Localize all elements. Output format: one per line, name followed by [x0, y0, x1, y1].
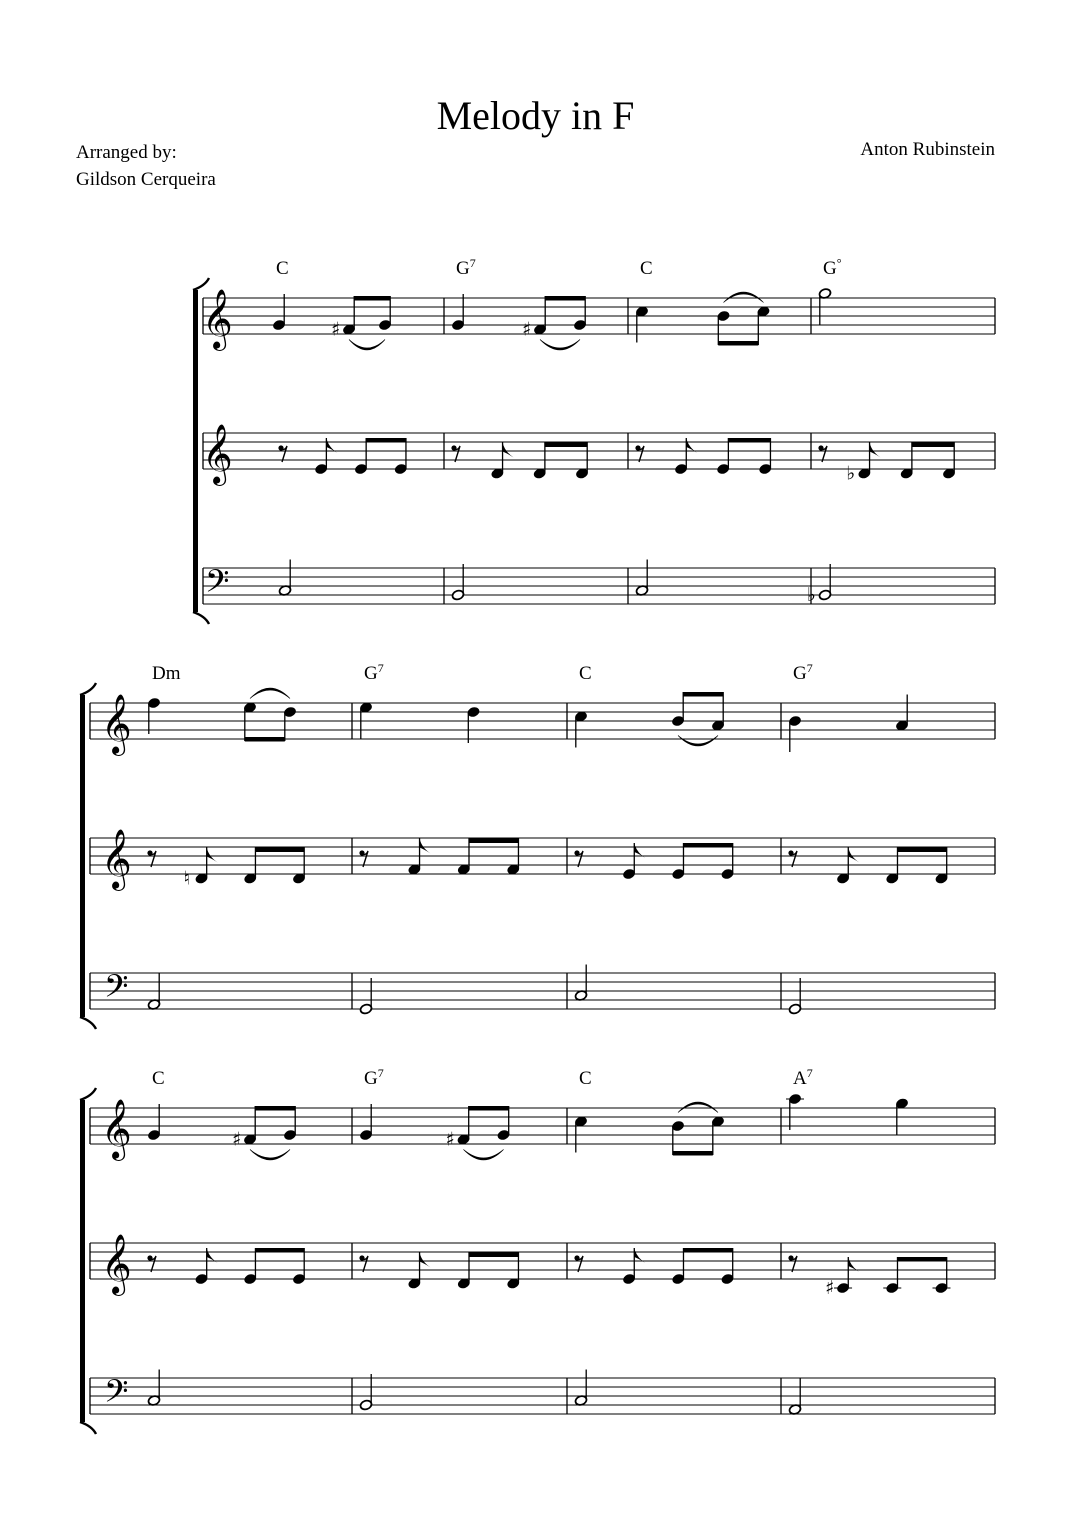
staff-violoncello — [90, 973, 995, 1009]
staff-violin-i — [90, 1108, 995, 1144]
chord-symbol — [152, 1068, 165, 1089]
staff-violin-i — [90, 703, 995, 739]
chord-root: G — [793, 663, 807, 684]
eighth-flag — [848, 848, 859, 863]
chord-root: G — [364, 663, 378, 684]
flat-accidental: ♭ — [846, 462, 856, 485]
bracket-hook — [80, 1017, 96, 1029]
sharp-accidental: ♯ — [331, 318, 341, 341]
composer-credit: Anton Rubinstein — [860, 139, 995, 160]
eighth-flag — [420, 839, 431, 854]
bass-clef: 𝄢 — [104, 1373, 129, 1417]
chord-symbol — [793, 661, 813, 684]
sharp-accidental: ♯ — [522, 318, 532, 341]
chord-symbol — [152, 663, 181, 684]
bass-clef: 𝄢 — [104, 968, 129, 1012]
slur — [724, 292, 764, 302]
sharp-accidental: ♯ — [825, 1277, 835, 1299]
treble-clef: 𝄞 — [202, 289, 233, 349]
chord-extension: 7 — [377, 1066, 384, 1080]
beam — [469, 1106, 509, 1111]
treble-clef: 𝄞 — [101, 1099, 132, 1159]
slur — [250, 1150, 290, 1160]
arranger-label: Arranged by: — [76, 142, 177, 163]
beam — [469, 839, 518, 844]
chord-extension: ° — [836, 256, 842, 270]
bracket-hook — [80, 683, 96, 695]
system-bracket — [80, 1100, 85, 1422]
eighth-flag — [207, 848, 218, 863]
slur — [540, 340, 580, 350]
chord-symbol — [579, 663, 592, 684]
staff-violin-ii — [203, 433, 995, 469]
system-bracket — [80, 695, 85, 1017]
score-title: Melody in F — [436, 93, 635, 138]
chord-extension: 7 — [806, 1066, 813, 1080]
chord-symbol — [793, 1066, 813, 1089]
flat-accidental: ♭ — [807, 584, 816, 606]
beam — [354, 296, 390, 301]
slur — [349, 340, 385, 350]
slur — [464, 1150, 504, 1160]
slur — [678, 1102, 718, 1112]
eighth-flag — [503, 443, 514, 458]
bracket-hook — [80, 1422, 96, 1434]
bass-clef: 𝄢 — [205, 563, 230, 607]
chord-symbol — [823, 256, 842, 279]
chord-symbol — [640, 258, 653, 279]
slur — [678, 736, 718, 746]
sharp-accidental: ♯ — [232, 1128, 242, 1151]
chord-symbol — [364, 661, 384, 684]
beam — [469, 1253, 518, 1258]
beam — [545, 443, 587, 448]
slur — [250, 688, 290, 698]
beam — [728, 438, 770, 443]
beam — [255, 1248, 304, 1253]
chord-symbol — [364, 1066, 384, 1089]
beam — [245, 737, 285, 742]
chord-extension: 7 — [806, 661, 813, 675]
beam — [255, 1106, 295, 1111]
beam — [897, 848, 946, 853]
chord-root: Dm — [152, 663, 181, 684]
beam — [683, 1248, 732, 1253]
chord-root: G — [823, 258, 837, 279]
arranger-name: Gildson Cerqueira — [76, 169, 216, 190]
treble-clef: 𝄞 — [202, 424, 233, 484]
beam — [683, 692, 723, 697]
chord-extension: 7 — [377, 661, 384, 675]
staff-violin-i — [203, 298, 995, 334]
system-bracket — [193, 290, 198, 612]
treble-clef: 𝄞 — [101, 829, 132, 889]
eighth-flag — [420, 1253, 431, 1268]
staff-violoncello — [90, 1378, 995, 1414]
chord-root: C — [276, 258, 289, 279]
bracket-hook — [193, 612, 209, 624]
beam — [366, 438, 406, 443]
chord-root: A — [793, 1068, 807, 1089]
chord-root: C — [579, 1068, 592, 1089]
sharp-accidental: ♯ — [445, 1128, 455, 1151]
beam — [545, 296, 585, 301]
treble-clef: 𝄞 — [101, 694, 132, 754]
chord-root: G — [456, 258, 470, 279]
beam — [683, 843, 732, 848]
chord-extension: 7 — [469, 256, 476, 270]
beam — [718, 341, 758, 346]
beam — [912, 443, 954, 448]
chord-symbol — [276, 258, 289, 279]
chord-root: C — [152, 1068, 165, 1089]
chord-root: C — [579, 663, 592, 684]
staff-violin-ii — [90, 838, 995, 874]
beam — [673, 1151, 713, 1156]
eighth-flag — [870, 443, 881, 458]
beam — [255, 848, 304, 853]
chord-root: G — [364, 1068, 378, 1089]
staff-violoncello — [203, 568, 995, 604]
chord-symbol — [456, 256, 476, 279]
beam — [897, 1257, 946, 1262]
natural-accidental: ♮ — [183, 867, 191, 890]
chord-root: C — [640, 258, 653, 279]
chord-symbol — [579, 1068, 592, 1089]
treble-clef: 𝄞 — [101, 1234, 132, 1294]
bracket-hook — [80, 1088, 96, 1100]
staff-violin-ii — [90, 1243, 995, 1279]
